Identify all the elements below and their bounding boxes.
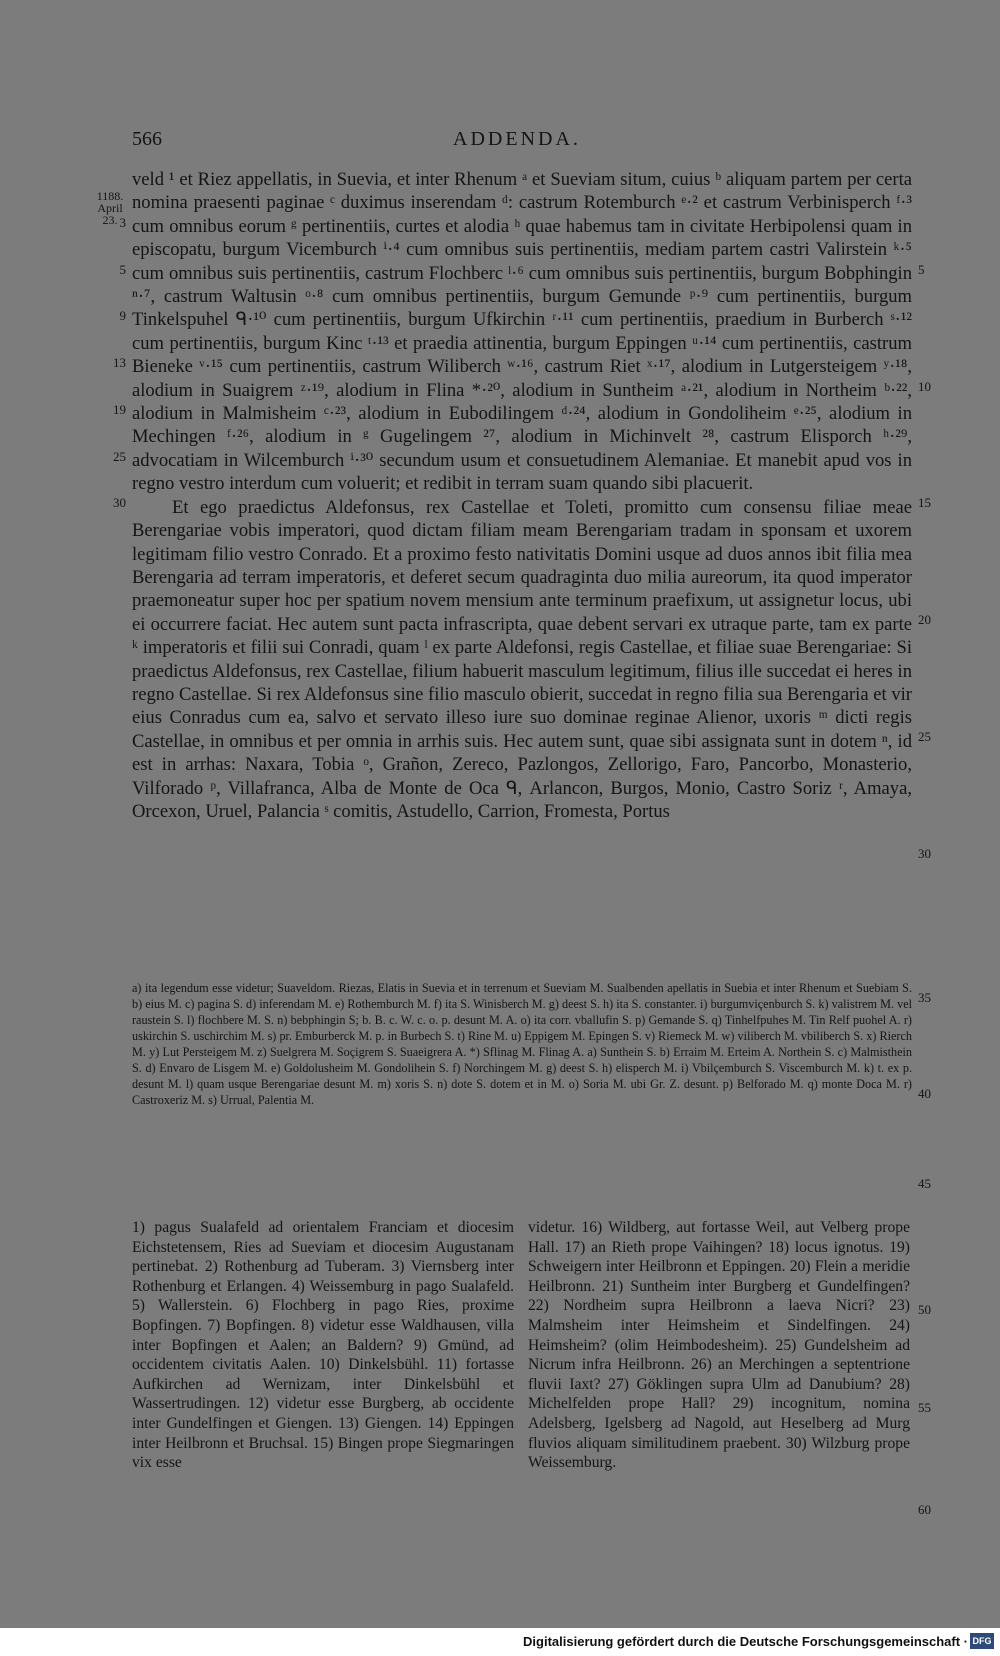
footer-bar <box>0 1628 1000 1656</box>
commentary-notes: videtur. 16) Wildberg, aut fortasse Weil, aut Velberg prope Hall. 17) an Rieth prope Vaihingen? 18) locus ignotus. 19) Schweigern inter Heilbronn et Eppingen. 20) Flein a meridie Heilbronn. 21) Suntheim inter Burgberg et Gundelfingen? 22) Nordheim supra Heilbronn a laeva Nicri? 23) Malmsheim inter Heimsheim et Sindelfingen. 24) Heimsheim? (olim Heimbodesheim). 25) Gundelsheim ad Nicrum infra Heilbronn. 26) an Merchingen a septentrione fluvii Iaxt? 27) Göklingen supra Ulm ad Danubium? 28) Michelfelden prope Hall? 29) incognitum, nomina Adelsberg, Igelsberg ad Nagold, aut Heselberg ad Murg fluvios aliquam similitudinem praebent. 30) Wilzburg prope Weissemburg. <box>528 1219 910 1472</box>
right-line-number: 30 <box>918 846 931 861</box>
left-line-number: 19 <box>113 402 126 417</box>
left-line-number: 13 <box>113 355 126 370</box>
page-header <box>132 128 902 158</box>
right-line-number: 40 <box>918 1086 931 1101</box>
commentary-left-column <box>132 1218 514 1473</box>
right-line-number: 60 <box>918 1502 931 1517</box>
right-line-number: 45 <box>918 1176 931 1191</box>
right-line-number: 20 <box>918 612 931 627</box>
date-day: 23. <box>102 213 118 227</box>
commentary-notes: 1) pagus Sualafeld ad orientalem Franciam et diocesim Eichstetensem, Ries ad Sueviam et diocesim Augustanam pertinebat. 2) Rothenburg ad Tuberam. 3) Viernsberg inter Rothenburg et Erlangen. 4) Weissemburg in pago Sualafeld. 5) Wallerstein. 6) Flochberg in pago Ries, proxime Bopfingen. 7) Bopfingen. 8) videtur esse Waldhausen, villa inter Bopfingen et Aalen; an Baldern? 9) Gmünd, ad occidentem civitatis Aalen. 10) Dinkelsbühl. 11) fortasse Aufkirchen ad Wernizam, inter Dinkelsbühl et Wassertrudingen. 12) videtur esse Burgberg, ab occidente inter Gundelfingen et Giengen. 13) Giengen. 14) Eppingen inter Heilbronn et Bruchsal. 15) Bingen prope Siegmaringen vix esse <box>132 1219 514 1472</box>
left-line-number: 25 <box>113 449 126 464</box>
right-line-number: 15 <box>918 495 931 510</box>
page-title: ADDENDA. <box>453 128 581 150</box>
paragraph: veld ¹ et Riez appellatis, in Suevia, et inter Rhenum ᵃ et Sueviam situm, cuius ᵇ aliquam partem per certa nomina praesenti paginae ᶜ duximus inserendam ᵈ: castrum Rotemburch ᵉ·² et castrum Verbinisperch ᶠ·³ cum omnibus eorum ᵍ pertinentiis, curtes et alodia ʰ quae habemus tam in civitate Herbipolensi quam in episcopatu, burgum Vicemburch ⁱ·⁴ cum omnibus suis pertinentiis, mediam partem castri Valirstein ᵏ·⁵ cum omnibus suis pertinentiis, castrum Flochberc ˡ·⁶ cum omnibus suis pertinentiis, burgum Bobphingin ⁿ·⁷, castrum Waltusin ᵒ·⁸ cum omnibus pertinentiis, burgum Gemunde ᵖ·⁹ cum pertinentiis, burgum Tinkelspuhel ᑫ·¹⁰ cum pertinentiis, burgum Ufkirchin ʳ·¹¹ cum pertinentiis, praedium in Burberch ˢ·¹² cum pertinentiis, burgum Kinc ᵗ·¹³ et praedia attinentia, burgum Eppingen ᵘ·¹⁴ cum pertinentiis, castrum Bieneke ᵛ·¹⁵ cum pertinentiis, castrum Wiliberch ʷ·¹⁶, castrum Riet ˣ·¹⁷, alodium in Lutgersteigem ʸ·¹⁸, alodium in Suaigrem ᶻ·¹⁹, alodium in Flina *·²⁰, alodium in Suntheim ᵃ·²¹, alodium in Northeim ᵇ·²², alodium in Malmisheim ᶜ·²³, alodium in Eubodilingem ᵈ·²⁴, alodium in Gondoliheim ᵉ·²⁵, alodium in Mechingen ᶠ·²⁶, alodium in ᵍ Gugelingem ²⁷, alodium in Michinvelt ²⁸, castrum Elisporch ʰ·²⁹, advocatiam in Wilcemburch ⁱ·³⁰ secundum usum et consuetudinem Alemaniae. Et manebit apud vos in regno vestro interdum cum voluerit; et redibit in terram suam quando sibi placuerit. <box>132 169 912 495</box>
right-line-number: 50 <box>918 1302 931 1317</box>
page-number: 566 <box>132 128 162 150</box>
left-line-number: 5 <box>119 262 126 277</box>
right-line-number: 10 <box>918 379 931 394</box>
left-line-number: 3 <box>119 215 126 230</box>
funding-credit: Digitalisierung gefördert durch die Deutsche Forschungsgemeinschaft · <box>523 1634 968 1649</box>
date-year: 1188. <box>96 189 124 203</box>
dfg-logo: DFG <box>970 1633 994 1649</box>
right-line-number: 35 <box>918 990 931 1005</box>
right-line-number: 55 <box>918 1400 931 1415</box>
right-line-number: 5 <box>918 262 925 277</box>
commentary-right-column <box>528 1218 910 1473</box>
left-line-number: 30 <box>113 495 126 510</box>
left-line-number: 9 <box>119 308 126 323</box>
paragraph: Et ego praedictus Aldefonsus, rex Castellae et Toleti, promitto cum consensu filiae meae Berengariae vobis imperatori, quod dictam filiam meam Berengariam tradam in sponsam et uxorem legitimam filio vestro Conrado. Et a proximo festo nativitatis Domini usque ad duos annos ibit filia mea Berengaria ad terram imperatoris, et deferet secum quadraginta duo milia aureorum, ita quod imperator praemoneatur super hoc per spatium novem mensium ante terminum praefixum, ut assignetur locus, ubi ei occurrere faciat. Hec autem sunt pacta infrascripta, quae debent servari ex utraque parte, tam ex parte ᵏ imperatoris et filii sui Conradi, quam ˡ ex parte Aldefonsi, regis Castellae, et filiae suae Berengariae: Si praedictus Aldefonsus, rex Castellae, filium habuerit masculum legitimum, filius ille succedat ei heres in regno Castellae. Si rex Aldefonsus sine filio masculo obierit, succedat in regno filia sua Berengaria et vir eius Conradus cum ea, salvo et servato illeso iure suo dominae reginae Alienor, uxoris ᵐ dicti regis Castellae, in omnibus et per omnia in arrhis suis. Hec autem sunt, quae sibi assignata sunt in dotem ⁿ, id est in arrhas: Naxara, Tobia ᵒ, Grañon, Zereco, Pazlongos, Zellorigo, Faro, Pancorbo, Monasterio, Vilforado ᵖ, Villafranca, Alba de Monte de Oca ᑫ, Arlancon, Burgos, Monio, Castro Soriz ʳ, Amaya, Orcexon, Uruel, Palancia ˢ comitis, Astudello, Carrion, Fromesta, Portus <box>132 496 912 822</box>
apparatus-notes: a) ita legendum esse videtur; Suaveldom. Riezas, Elatis in Suevia et in terrenum et Sueviam M. Sualbenden apellatis in Suebia et inter Rhenum et Suebiam S. b) eius M. c) pagina S. d) inferendam M. e) Rothemburch M. f) ita S. Winisberch M. g) deest S. h) ita S. constanter. i) burgumviçenburch S. k) valistrem M. vel raustein S. l) flochbere M. S. n) bebphingin S; b. B. c. W. c. o. p. desunt M. A. o) ita corr. vballufin S. p) Gemande S. q) Tinhelfpuhes M. Tin Relf puohel A. r) uskirchin S. uschirchim M. s) pr. Emburberck M. p. in Burbech S. t) Rine M. u) Eppigem M. Epingen S. v) Riemeck M. w) viliberch M. vbiliberch S. x) Rierch M. y) Lut Persteigem M. z) Suelgrera M. Soçigrem S. Suaeigrera A. *) Sflinag M. Flinag A. a) Sunthein S. b) Erraim M. Erteim A. Northein S. c) Malmisthein S. d) Envaro de Lisgem M. e) Goldolusheim M. Gondolihein S. f) Norchingem M. g) deest S. h) elisperch M. i) Vbilçemburch S. Viscemburch M. k) t. ex p. desunt M. l) quam usque Berengariae desunt M. m) xoris S. n) dote S. dotem et in M. o) Soria M. ubi Gr. Z. desunt. p) Belforado M. q) monte Doca M. r) Castroxeriz M. s) Urrual, Palentia M. <box>132 981 912 1107</box>
right-line-number: 25 <box>918 729 931 744</box>
critical-apparatus <box>132 980 912 1108</box>
date-month: April <box>97 201 123 215</box>
main-text <box>132 168 912 823</box>
